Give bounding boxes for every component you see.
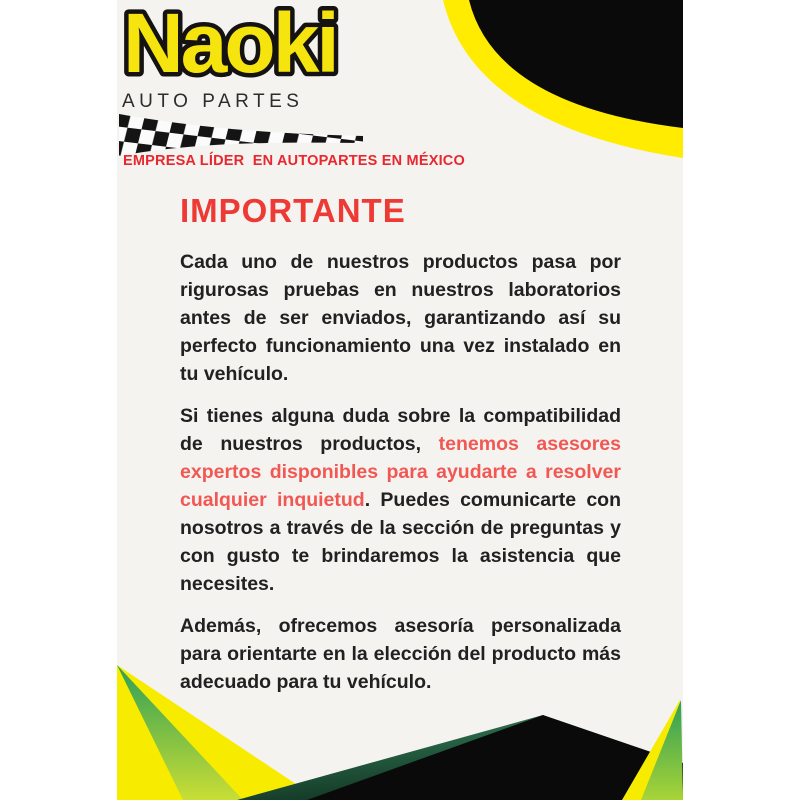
text-segment: Si tienes alguna duda sobre la compatibilidad de nuestros productos, xyxy=(180,405,621,455)
black-mountain xyxy=(307,715,683,800)
section-heading: IMPORTANTE xyxy=(180,192,406,229)
brand-tagline: EMPRESA LÍDER EN AUTOPARTES EN MÉXICO xyxy=(123,153,465,169)
text-segment: Cada uno de nuestros productos pasa por rigurosas pruebas en nuestros laboratorios antes de ser enviados, garantizando así su perfecto funcionamiento una vez instalado en tu vehículo. xyxy=(180,251,621,385)
text-segment: Además, ofrecemos asesoría personalizada para orientarte en la elección del producto más adecuado para tu vehículo. xyxy=(180,615,621,693)
brand-logo-text: Naoki xyxy=(123,0,337,90)
text-segment: . Puedes comunicarte con nosotros a través de la sección de preguntas y con gusto te brindaremos la asistencia que necesites. xyxy=(180,489,621,595)
body-paragraph-2 xyxy=(180,402,621,598)
bottom-decoration xyxy=(117,640,683,800)
right-green-triangle xyxy=(641,700,683,800)
checkered-flag-icon xyxy=(117,112,367,158)
brand-logo xyxy=(117,0,393,104)
document-page xyxy=(117,0,683,800)
brand-subtitle: AUTO PARTES xyxy=(122,91,304,112)
highlight-text: tenemos asesores expertos disponibles para ayudarte a resolver cualquier inquietud xyxy=(180,433,621,511)
body-paragraph-1 xyxy=(180,248,621,388)
corner-decoration xyxy=(443,0,683,160)
